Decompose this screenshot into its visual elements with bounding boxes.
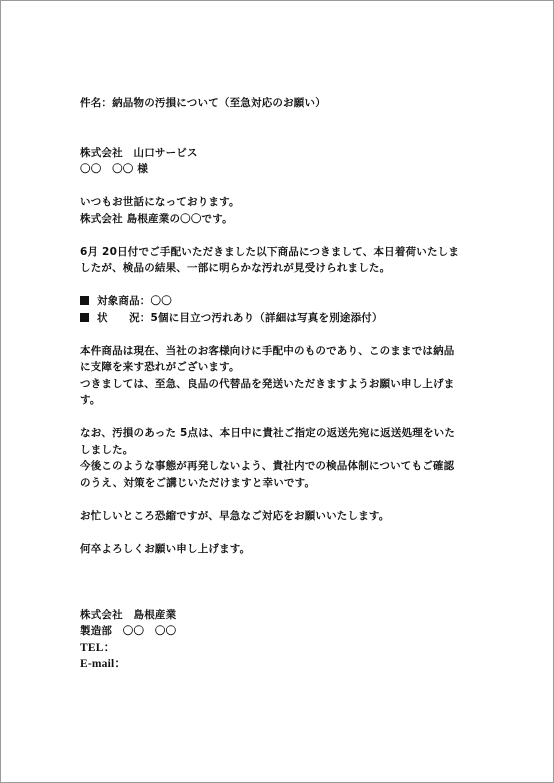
item-text: 状 況：5個に目立つ汚れあり（詳細は写真を別途添付） xyxy=(97,311,383,324)
spacer xyxy=(80,557,505,574)
paragraph-line: 本件商品は現在、当社のお客様向けに手配中のものであり、このままでは納品 xyxy=(80,344,455,357)
intro-line: したが、検品の結果、一部に明らかな汚れが見受けられました。 xyxy=(80,262,391,274)
spacer xyxy=(80,326,505,343)
closing-line: 何卒よろしくお願い申し上げます。 xyxy=(80,542,251,555)
paragraph-line: しました。 xyxy=(80,443,134,456)
square-bullet-icon xyxy=(80,313,89,322)
spacer xyxy=(80,227,505,244)
sender-email: E-mail： xyxy=(80,658,127,670)
sender-department: 製造部 〇〇 〇〇 xyxy=(80,625,177,637)
sender-company: 株式会社 島根産業 xyxy=(80,608,177,621)
spacer xyxy=(80,409,505,426)
spacer xyxy=(80,178,505,195)
spacer xyxy=(80,590,505,607)
paragraph-line: に支障を来す恐れがございます。 xyxy=(80,361,240,373)
spacer xyxy=(80,128,505,145)
greeting-line: 株式会社 島根産業の〇〇です。 xyxy=(80,212,233,225)
letter-body xyxy=(80,95,505,673)
spacer xyxy=(80,277,505,294)
sender-tel: TEL： xyxy=(80,641,116,654)
spacer xyxy=(80,574,505,591)
spacer xyxy=(80,491,505,508)
paragraph-line: 今後このような事態が再発しないよう、貴社内での検品体制についてもご確認 xyxy=(80,460,455,472)
item-line xyxy=(80,293,505,310)
paragraph-line: す。 xyxy=(80,394,101,406)
item-line xyxy=(80,310,505,327)
subject-line: 件名：納品物の汚損について（至急対応のお願い） xyxy=(80,97,326,109)
recipient-company: 株式会社 山口サービス xyxy=(80,146,198,159)
intro-line: 6月 20日付でご手配いただきました以下商品につきまして、本日着荷いたしま xyxy=(80,245,460,258)
paragraph-line: のうえ、対策をご講じいただけますと幸いです。 xyxy=(80,476,316,489)
spacer xyxy=(80,112,505,129)
apology-line: お忙しいところ恐縮ですが、早急なご対応をお願いいたします。 xyxy=(80,509,390,522)
recipient-person: 〇〇 〇〇 様 xyxy=(80,163,149,175)
item-text: 対象商品：〇〇 xyxy=(97,295,172,307)
paragraph-line: つきましては、至急、良品の代替品を発送いただきますようお願い申し上げま xyxy=(80,377,455,390)
square-bullet-icon xyxy=(80,296,89,305)
spacer xyxy=(80,524,505,541)
paragraph-line: なお、汚損のあった 5点は、本日中に貴社ご指定の返送先宛に返送処理をいた xyxy=(80,427,456,439)
greeting-line: いつもお世話になっております。 xyxy=(80,196,240,208)
